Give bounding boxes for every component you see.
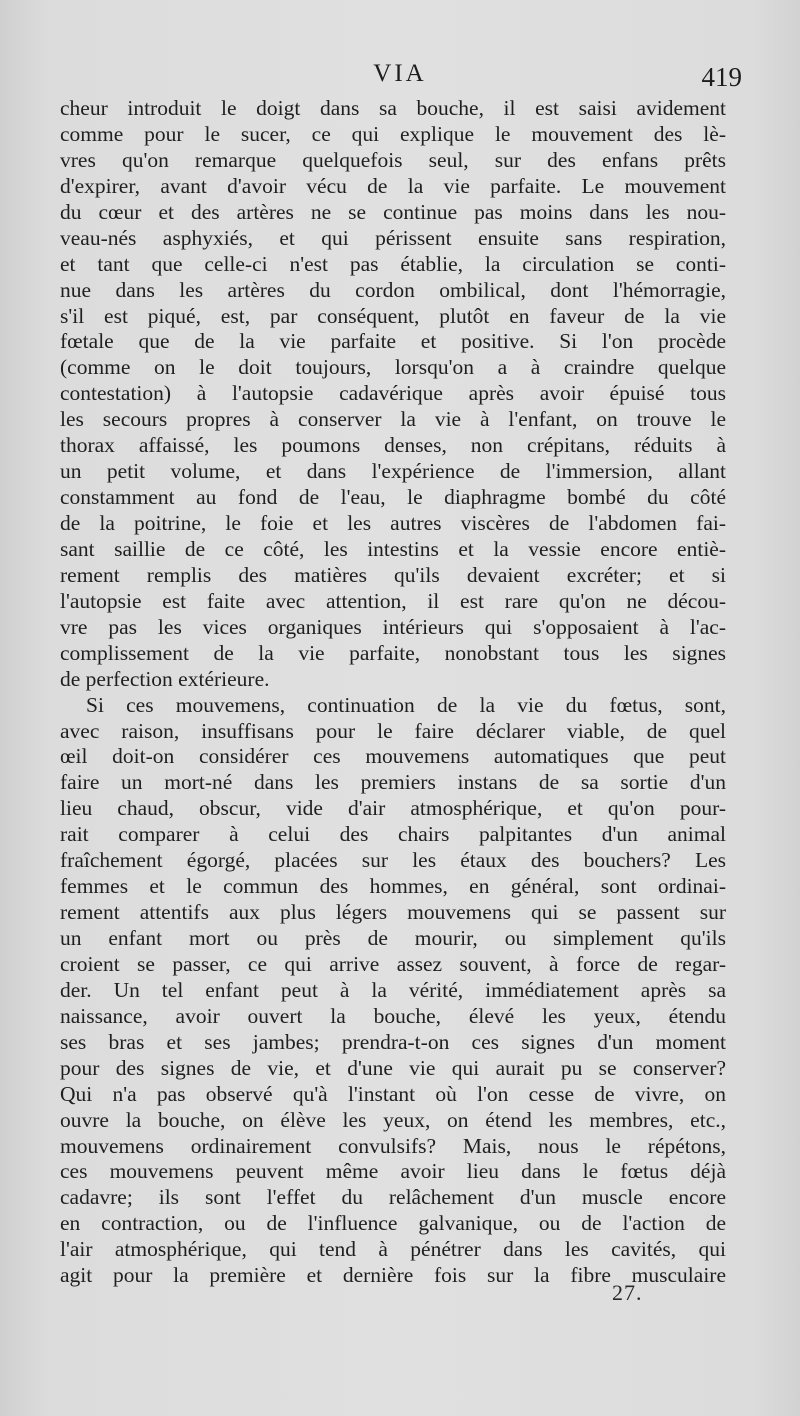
text-line: femmes et le commun des hommes, en général, sont ordinai- <box>60 874 726 899</box>
text-line: lieu chaud, obscur, vide d'air atmosphérique, et qu'on pour- <box>60 796 726 821</box>
text-line: un petit volume, et dans l'expérience de l'immersion, allant <box>60 459 726 484</box>
text-line: ces mouvemens peuvent même avoir lieu dans le fœtus déjà <box>60 1159 726 1184</box>
text-line: en contraction, ou de l'influence galvanique, ou de l'action de <box>60 1211 726 1236</box>
text-line: fœtale que de la vie parfaite et positive. Si l'on procède <box>60 329 726 354</box>
text-line: constamment au fond de l'eau, le diaphragme bombé du côté <box>60 485 726 510</box>
text-line: (comme on le doit toujours, lorsqu'on a à craindre quelque <box>60 355 726 380</box>
text-line: l'air atmosphérique, qui tend à pénétrer dans les cavités, qui <box>60 1237 726 1262</box>
text-line: nue dans les artères du cordon ombilical, dont l'hémorragie, <box>60 277 726 302</box>
text-line: contestation) à l'autopsie cadavérique après avoir épuisé tous <box>60 381 726 406</box>
text-line: l'autopsie est faite avec attention, il est rare qu'on ne décou- <box>60 588 726 613</box>
text-line: vres qu'on remarque quelquefois seul, sur des enfans prêts <box>60 147 726 172</box>
text-line: croient se passer, ce qui arrive assez souvent, à force de regar- <box>60 951 726 976</box>
text-line: rement remplis des matières qu'ils devaient excréter; et si <box>60 562 726 587</box>
text-line: cadavre; ils sont l'effet du relâchement d'un muscle encore <box>60 1185 726 1210</box>
text-line: œil doit-on considérer ces mouvemens automatiques que peut <box>60 744 726 769</box>
body-text <box>60 96 726 1289</box>
text-line: d'expirer, avant d'avoir vécu de la vie parfaite. Le mouvement <box>60 173 726 198</box>
running-head <box>60 60 740 96</box>
signature-mark: 27. <box>612 1280 643 1305</box>
text-line: veau-nés asphyxiés, et qui périssent ensuite sans respiration, <box>60 225 726 250</box>
text-line: de la poitrine, le foie et les autres viscères de l'abdomen fai- <box>60 511 726 535</box>
text-line: mouvemens ordinairement convulsifs? Mais, nous le répétons, <box>60 1133 726 1158</box>
text-line: s'il est piqué, est, par conséquent, plutôt en faveur de la vie <box>60 303 726 328</box>
text-line: du cœur et des artères ne se continue pas moins dans les nou- <box>60 199 726 224</box>
text-line: naissance, avoir ouvert la bouche, élevé les yeux, étendu <box>60 1003 726 1028</box>
text-line: agit pour la première et dernière fois sur la fibre musculaire <box>60 1263 726 1288</box>
text-line: ses bras et ses jambes; prendra-t-on ces signes d'un moment <box>60 1029 726 1054</box>
text-line: pour des signes de vie, et d'une vie qui aurait pu se conserver? <box>60 1055 726 1080</box>
text-line: cheur introduit le doigt dans sa bouche, il est saisi avidement <box>60 96 726 120</box>
text-line: rait comparer à celui des chairs palpitantes d'un animal <box>60 822 726 847</box>
text-line: rement attentifs aux plus légers mouvemens qui se passent sur <box>60 900 726 925</box>
text-line: et tant que celle-ci n'est pas établie, la circulation se conti- <box>60 251 726 276</box>
text-line: Qui n'a pas observé qu'à l'instant où l'on cesse de vivre, on <box>60 1081 726 1106</box>
text-line: sant saillie de ce côté, les intestins et la vessie encore entiè- <box>60 536 726 561</box>
text-line: thorax affaissé, les poumons denses, non crépitans, réduits à <box>60 433 726 458</box>
page-number: 419 <box>701 62 742 92</box>
paragraph-end-line: de perfection extérieure. <box>60 666 270 691</box>
text-line: les secours propres à conserver la vie à l'enfant, on trouve le <box>60 407 726 432</box>
text-line: vre pas les vices organiques intérieurs qui s'opposaient à l'ac- <box>60 614 726 639</box>
text-line: ouvre la bouche, on élève les yeux, on étend les membres, etc., <box>60 1107 726 1132</box>
text-line: avec raison, insuffisans pour le faire déclarer viable, de quel <box>60 718 726 743</box>
text-line: fraîchement égorgé, placées sur les étaux des bouchers? Les <box>60 848 726 873</box>
text-line: faire un mort-né dans les premiers instans de sa sortie d'un <box>60 770 726 795</box>
text-line: comme pour le sucer, ce qui explique le mouvement des lè- <box>60 121 726 146</box>
text-line: der. Un tel enfant peut à la vérité, immédiatement après sa <box>60 977 726 1002</box>
paragraph-start-line: Si ces mouvemens, continuation de la vie du fœtus, sont, <box>86 692 726 717</box>
text-line: complissement de la vie parfaite, nonobstant tous les signes <box>60 640 726 665</box>
text-line: un enfant mort ou près de mourir, ou simplement qu'ils <box>60 926 726 950</box>
running-title: VIA <box>373 60 427 87</box>
